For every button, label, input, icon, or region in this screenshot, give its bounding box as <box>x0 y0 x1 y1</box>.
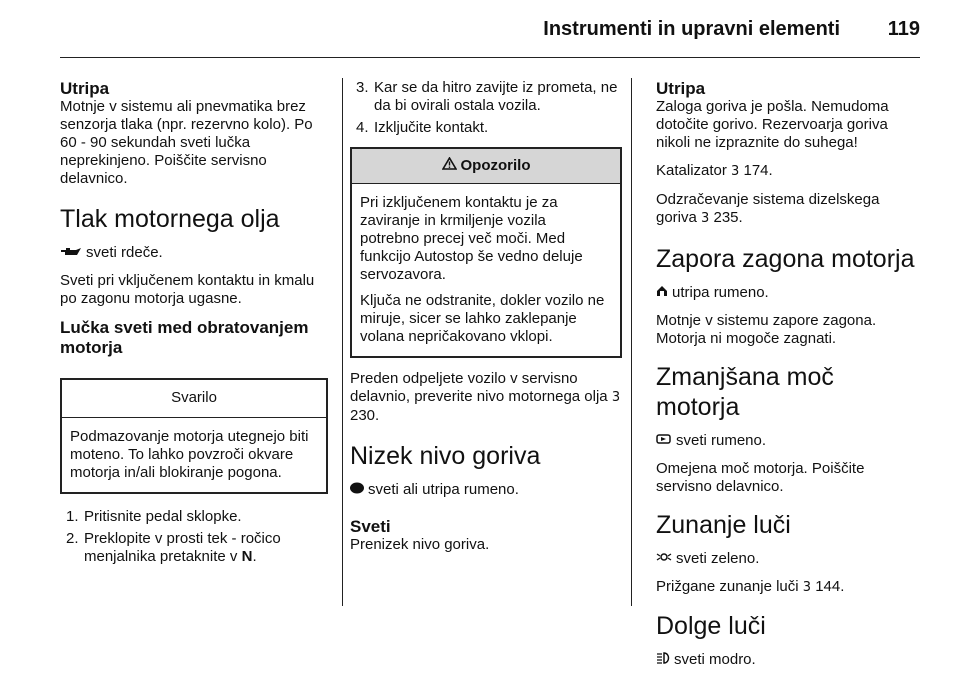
caution-title: Svarilo <box>62 380 326 418</box>
step-number: 1. <box>66 508 79 525</box>
sveti-heading: Sveti <box>350 517 391 536</box>
exterior-lights-text <box>656 578 918 597</box>
oil-status <box>60 244 328 262</box>
reduced-power-heading: Zmanjšana moč motorja <box>656 363 834 421</box>
steps-list-1 <box>60 508 328 566</box>
reduced-power-status-text: sveti rumeno. <box>676 432 767 449</box>
oil-text: Sveti pri vključenem kontaktu in kmalu po zagonu motorja ugasne. <box>60 272 315 307</box>
list-item <box>350 79 622 115</box>
utripa-text-2: Zaloga goriva je pošla. Nemudoma dotočite gorivo. Rezervoarja goriva nikoli ne izpraznite do suhega! <box>656 98 889 151</box>
header-rule <box>60 57 920 58</box>
catalyst-ref: 174. <box>743 162 773 179</box>
column-2 <box>350 79 622 564</box>
diesel-label: Odzračevanje sistema dizelskega goriva <box>656 191 880 226</box>
warning-triangle-icon <box>442 157 457 175</box>
step-number: 4. <box>356 119 369 136</box>
exterior-lights-heading: Zunanje luči <box>656 511 791 539</box>
caution-box <box>60 378 328 494</box>
warning-body <box>352 184 620 356</box>
after-text-body: Preden odpeljete vozilo v servisno delavnio, preverite nivo motornega olja <box>350 370 608 405</box>
ref-glyph: 3 <box>802 580 812 595</box>
step-text: Kar se da hitro zavijte iz prometa, ne da bi ovirali ostala vozila. <box>374 79 618 114</box>
diesel-ref: 235. <box>713 209 743 226</box>
reduced-power-text: Omejena moč motorja. Poiščite servisno delavnico. <box>656 460 865 495</box>
header-title: Instrumenti in upravni elementi <box>543 18 840 40</box>
immobilizer-key-icon <box>656 284 668 302</box>
after-text <box>350 370 622 425</box>
step-text: Pritisnite pedal sklopke. <box>84 508 242 525</box>
high-beam-status-text: sveti modro. <box>674 651 756 668</box>
reduced-power-status <box>656 432 918 450</box>
exterior-lights-label: Prižgane zunanje luči <box>656 578 799 595</box>
after-ref: 230. <box>350 407 380 424</box>
warning-box <box>350 147 622 358</box>
ref-glyph: 3 <box>701 211 710 226</box>
steps-list-2 <box>350 79 622 137</box>
exterior-lights-status-text: sveti zeleno. <box>676 550 760 567</box>
utripa-text: Motnje v sistemu ali pnevmatika brez senzorja tlaka (npr. rezervno kolo). Po 60 - 90 sekundah sveti lučka neprekinjeno. Poiščite servisno delavnico. <box>60 98 313 187</box>
step-number: 2. <box>66 530 79 547</box>
column-divider-left <box>342 78 343 606</box>
fuel-pump-icon <box>350 481 364 499</box>
sveti-text: Prenizek nivo goriva. <box>350 536 490 553</box>
running-heading: Lučka sveti med obratovanjem motorja <box>60 318 309 357</box>
catalyst-label: Katalizator <box>656 162 727 179</box>
immobilizer-status <box>656 284 918 302</box>
page-number: 119 <box>887 18 920 40</box>
exterior-lights-icon <box>656 550 672 568</box>
fuel-heading: Nizek nivo goriva <box>350 442 541 470</box>
list-item <box>60 508 328 526</box>
immobilizer-heading: Zapora zagona motorja <box>656 245 915 273</box>
step-text: Izključite kontakt. <box>374 119 489 136</box>
oil-status-text: sveti rdeče. <box>86 244 163 261</box>
list-item <box>60 530 328 566</box>
ref-glyph: 3 <box>611 390 621 405</box>
immobilizer-status-text: utripa rumeno. <box>672 284 769 301</box>
step-bold: N <box>241 548 253 565</box>
exterior-lights-status <box>656 550 918 568</box>
exterior-lights-ref: 144. <box>815 578 845 595</box>
oil-pressure-heading: Tlak motornega olja <box>60 205 280 233</box>
fuel-status <box>350 481 622 499</box>
step-after: . <box>252 548 257 565</box>
utripa-heading-2: Utripa <box>656 79 706 98</box>
high-beam-icon <box>656 651 670 669</box>
column-1 <box>60 79 328 570</box>
immobilizer-text: Motnje v sistemu zapore zagona. Motorja ni mogoče zagnati. <box>656 312 877 347</box>
utripa-heading: Utripa <box>60 79 110 98</box>
list-item <box>350 119 622 137</box>
reduced-power-icon <box>656 432 672 450</box>
oil-can-icon <box>60 244 82 262</box>
catalyst-text <box>656 162 918 181</box>
fuel-status-text: sveti ali utripa rumeno. <box>368 481 519 498</box>
step-text: Preklopite v prosti tek - ročico menjalnika pretaknite v <box>84 530 281 565</box>
step-number: 3. <box>356 79 369 96</box>
ref-glyph: 3 <box>731 164 740 179</box>
warning-header <box>352 149 620 184</box>
column-divider-right <box>631 78 632 606</box>
warning-text-1: Pri izključenem kontaktu je za zaviranje in krmiljenje vozila potrebno precej več moči. Med funkcijo Autostop še vedno deluje servozavora. <box>360 194 583 283</box>
high-beam-status <box>656 651 918 669</box>
column-3 <box>656 79 918 679</box>
caution-text: Podmazovanje motorja utegnejo biti moteno. To lahko povzroči okvare motorja in/ali blokiranje pogona. <box>70 428 309 481</box>
warning-title: Opozorilo <box>460 157 531 174</box>
high-beam-heading: Dolge luči <box>656 612 766 640</box>
warning-text-2: Ključa ne odstranite, dokler vozilo ne miruje, sicer se lahko zaklepanje volana nepričakovano vklopi. <box>360 292 605 345</box>
diesel-text <box>656 191 918 228</box>
